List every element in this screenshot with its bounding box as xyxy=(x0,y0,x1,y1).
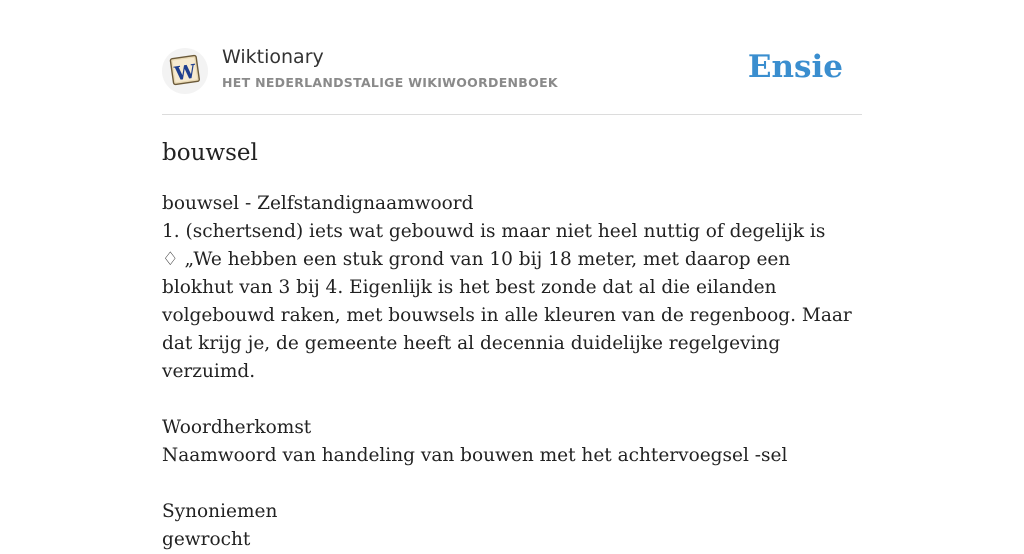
entry-title: bouwsel xyxy=(162,140,258,166)
spacer xyxy=(162,386,862,414)
etymology-heading: Woordherkomst xyxy=(162,417,312,438)
site-name[interactable]: Wiktionary xyxy=(222,46,324,68)
synonym-item[interactable]: gewrocht xyxy=(162,529,251,550)
spacer xyxy=(162,470,862,498)
etymology-text: Naamwoord van handeling van bouwen met het achtervoegsel -sel xyxy=(162,445,788,466)
site-tagline: HET NEDERLANDSTALIGE WIKIWOORDENBOEK xyxy=(222,75,558,90)
part-of-speech-line: bouwsel - Zelfstandignaamwoord xyxy=(162,193,474,214)
entry-content xyxy=(162,133,862,554)
logo-letter: W xyxy=(173,60,198,86)
synonyms-heading: Synoniemen xyxy=(162,501,278,522)
site-header xyxy=(162,44,862,115)
entry-body xyxy=(162,190,862,554)
wiktionary-logo-icon[interactable] xyxy=(162,48,208,94)
example-quote: ♢ „We hebben een stuk grond van 10 bij 18 meter, met daarop een blokhut van 3 bij 4. Eigenlijk is het best zonde dat al die eilanden volgebouwd raken, met bouwsels in alle kleuren van de regenboog. Maar dat krijg je, de gemeente heeft al decennia duidelijke regelgeving verzuimd. xyxy=(162,249,852,382)
definition-line: 1. (schertsend) iets wat gebouwd is maar niet heel nuttig of degelijk is xyxy=(162,221,826,242)
ensie-brand-link[interactable]: Ensie xyxy=(747,49,843,85)
